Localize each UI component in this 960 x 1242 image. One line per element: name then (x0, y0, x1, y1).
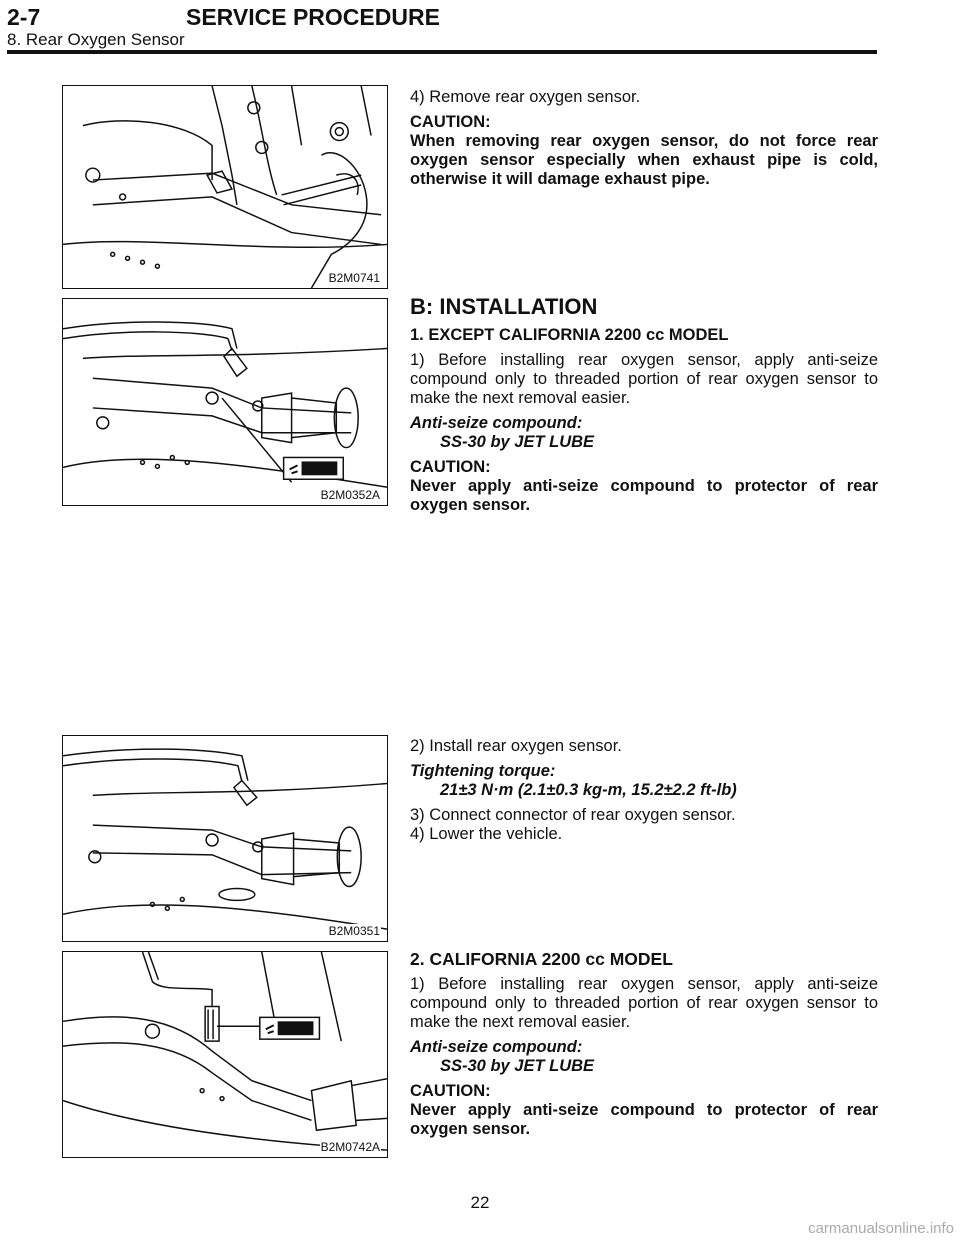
california-section (410, 950, 878, 1145)
step-text: 1) Before installing rear oxygen sensor, apply anti-seize compound only to threaded portion of rear oxygen sensor to make the next removal easier. (410, 351, 878, 407)
step-text: 4) Remove rear oxygen sensor. (410, 88, 641, 106)
torque-label: Tightening torque: (410, 762, 556, 780)
caution-text: Never apply anti-seize compound to protector of rear oxygen sensor. (410, 477, 878, 514)
figure-code: B2M0351 (328, 924, 380, 938)
figure-california-anti-seize (62, 951, 388, 1158)
figure-anti-seize (62, 298, 388, 506)
figure-code: B2M0742A (320, 1140, 380, 1154)
compound-value: SS-30 by JET LUBE (440, 1057, 595, 1075)
compound-label: Anti-seize compound: (410, 1038, 583, 1056)
caution-text: When removing rear oxygen sensor, do not force rear oxygen sensor especially when exhaust pipe is cold, otherwise it will damage exhaust pipe. (410, 132, 878, 188)
caution-label: CAUTION: (410, 113, 491, 131)
install-steps (410, 737, 878, 850)
step-text: 2) Install rear oxygen sensor. (410, 737, 622, 755)
step-text: 4) Lower the vehicle. (410, 825, 563, 843)
installation-section (410, 294, 878, 521)
illustration-install-sensor (63, 736, 387, 941)
section-subtitle: 8. Rear Oxygen Sensor (7, 30, 185, 49)
figure-install-sensor (62, 735, 388, 942)
footer-watermark: carmanualsonline.info (808, 1220, 954, 1237)
illustration-california-anti-seize (63, 952, 387, 1157)
header-rule (7, 50, 877, 54)
figure-code: B2M0741 (328, 271, 380, 285)
compound-value: SS-30 by JET LUBE (440, 433, 595, 451)
caution-text: Never apply anti-seize compound to protector of rear oxygen sensor. (410, 1101, 878, 1138)
step-text: 1) Before installing rear oxygen sensor, apply anti-seize compound only to threaded portion of rear oxygen sensor to make the next removal easier. (410, 975, 878, 1031)
page-number: 22 (470, 1193, 490, 1212)
section-number: 2-7 (7, 4, 41, 30)
subsection-heading: 1. EXCEPT CALIFORNIA 2200 cc MODEL (410, 326, 729, 344)
removal-step (410, 88, 878, 195)
figure-remove-sensor (62, 85, 388, 289)
subsection-heading: 2. CALIFORNIA 2200 cc MODEL (410, 949, 673, 969)
page-title: SERVICE PROCEDURE (186, 4, 440, 30)
caution-label: CAUTION: (410, 458, 491, 476)
illustration-anti-seize (63, 299, 387, 505)
figure-code: B2M0352A (320, 488, 380, 502)
step-text: 3) Connect connector of rear oxygen sensor. (410, 806, 736, 824)
compound-label: Anti-seize compound: (410, 414, 583, 432)
torque-value: 21±3 N·m (2.1±0.3 kg-m, 15.2±2.2 ft-lb) (440, 781, 737, 799)
caution-label: CAUTION: (410, 1082, 491, 1100)
illustration-remove-sensor (63, 86, 387, 288)
section-heading: B: INSTALLATION (410, 294, 598, 319)
